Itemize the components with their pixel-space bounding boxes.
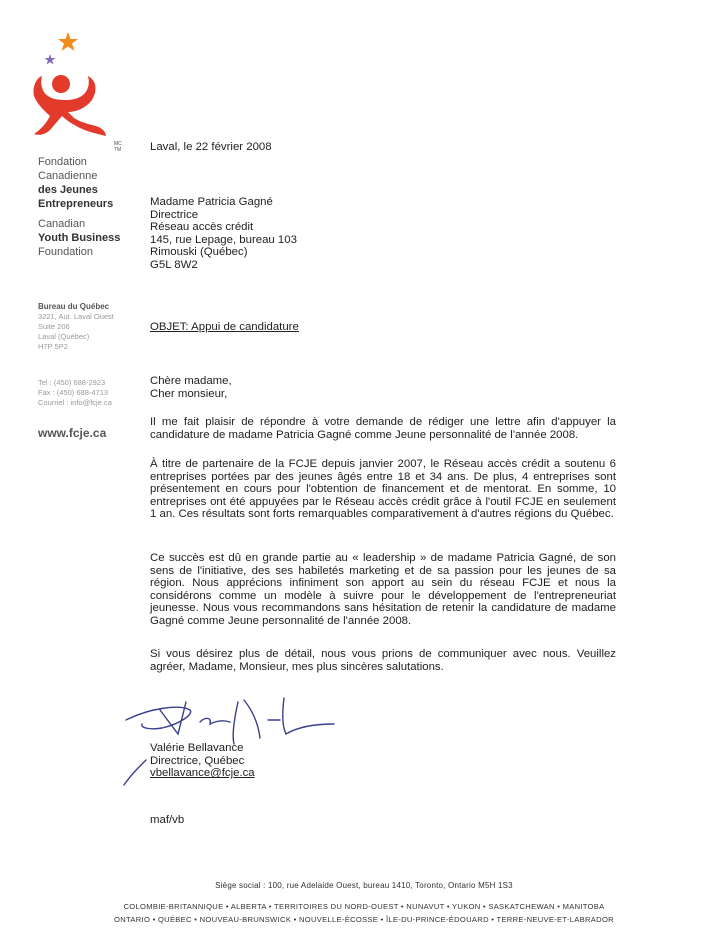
paragraph-1: Il me fait plaisir de répondre à votre demande de rédiger une lettre afin d'appuyer la candidature de madame Patricia Gagné comme Jeune personnalité de l'année 2008.	[150, 416, 616, 441]
signer-name: Valérie Bellavance	[150, 742, 244, 754]
org-fr-line3: des Jeunes	[38, 184, 98, 196]
office-title: Bureau du Québec	[38, 302, 110, 311]
email-line: Courriel : info@fcje.ca	[38, 398, 112, 407]
paragraph-2: À titre de partenaire de la FCJE depuis janvier 2007, le Réseau accès crédit a soutenu 6 entreprises portées par des jeunes âgés entre 18 et 34 ans. De plus, 4 entreprises sont présentement en cours pour l'obtention de financement et de mentorat. En somme, 10 entreprises ont été appuyées par le Réseau accès crédit grâce à l'outil FCJE en seulement 1 an. Ces résultats sont forts remarquables comparativement à d'autres régions du Québec.	[150, 458, 616, 521]
phone-line: Tel : (450) 688-2923	[38, 378, 106, 387]
jumping-figure-icon	[33, 75, 106, 136]
trademark-tm: TM	[114, 147, 122, 153]
orange-star-icon	[58, 32, 78, 51]
org-en-line3: Foundation	[38, 246, 94, 258]
salutation-line-1: Chère madame,	[150, 375, 232, 387]
signature-block	[150, 742, 616, 780]
recipient-line: 145, rue Lepage, bureau 103	[150, 233, 297, 246]
org-en-line1: Canadian	[38, 218, 86, 230]
subject-line: OBJET: Appui de candidature	[150, 321, 299, 333]
provinces-list	[0, 900, 728, 926]
salutation-line-2: Cher monsieur,	[150, 387, 228, 400]
head-office-address: Siège social : 100, rue Adelaide Ouest, bureau 1410, Toronto, Ontario M5H 1S3	[215, 881, 513, 890]
address-line: 3221, Aut. Laval Ouest	[38, 312, 114, 321]
recipient-line: Rimouski (Québec)	[150, 246, 248, 259]
paragraph-3: Ce succès est dû en grande partie au « leadership » de madame Patricia Gagné, de son sens de l'initiative, des ses habiletés marketing et de sa passion pour les jeunes de sa région. Nous apprécions infiniment son apport au sein du réseau FCJE et nous la considérons comme un modèle à suivre pour le développement de l'entrepreneuriat jeunesse. Nous vous recommandons sans hésitation de retenir la candidature de madame Gagné comme Jeune personnalité de l'année 2008.	[150, 552, 616, 627]
org-en-line2: Youth Business	[38, 232, 121, 244]
purple-star-icon	[45, 54, 56, 65]
organization-name-block	[38, 155, 148, 259]
recipient-line: Réseau accès crédit	[150, 221, 254, 234]
contact-block	[38, 378, 148, 408]
address-line: Suite 206	[38, 322, 70, 331]
recipient-line: G5L 8W2	[150, 258, 198, 271]
trademark-mark	[114, 141, 122, 153]
recipient-address	[150, 196, 616, 272]
letter-date: Laval, le 22 février 2008	[150, 141, 272, 153]
recipient-line: Directrice	[150, 208, 199, 221]
address-line: Laval (Québec)	[38, 332, 90, 341]
recipient-line: Madame Patricia Gagné	[150, 196, 273, 208]
office-address-block	[38, 302, 148, 352]
trademark-mc: MC	[114, 141, 122, 147]
org-fr-line4: Entrepreneurs	[38, 198, 114, 210]
address-line: H7P 5P2	[38, 342, 68, 351]
provinces-line-1: COLOMBIE-BRITANNIQUE • ALBERTA • TERRITOIRES DU NORD-OUEST • NUNAVUT • YUKON • SASKATCHEWAN • MANITOBA	[123, 902, 605, 911]
paragraph-4: Si vous désirez plus de détail, nous vous prions de communiquer avec nous. Veuillez agréer, Madame, Monsieur, mes plus sincères salutations.	[150, 648, 616, 673]
signer-title: Directrice, Québec	[150, 754, 245, 767]
website-link[interactable]: www.fcje.ca	[38, 426, 107, 440]
fax-line: Fax : (450) 688-4713	[38, 388, 109, 397]
reference-initials: maf/vb	[150, 814, 185, 826]
org-fr-line1: Fondation	[38, 156, 87, 168]
salutation	[150, 375, 616, 400]
signer-email-link[interactable]: vbellavance@fcje.ca	[150, 767, 255, 780]
provinces-line-2: ONTARIO • QUÉBEC • NOUVEAU-BRUNSWICK • NOUVELLE-ÉCOSSE • ÎLE-DU-PRINCE-ÉDOUARD • TERRE-NEUVE-ET-LABRADOR	[114, 915, 614, 924]
org-fr-line2: Canadienne	[38, 170, 98, 182]
